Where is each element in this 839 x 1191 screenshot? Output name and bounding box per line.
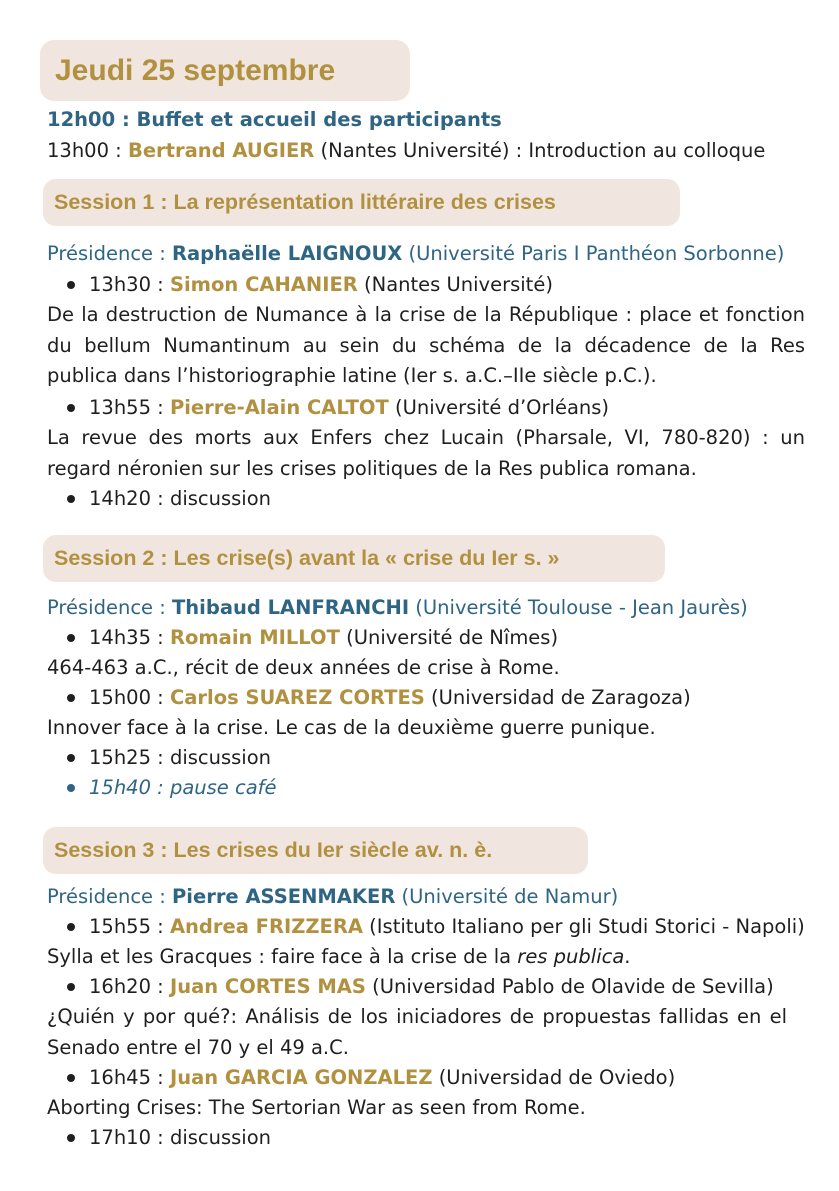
- intro-rest: (Nantes Université) : Introduction au colloque: [314, 139, 766, 162]
- session3-talk2-title: ¿Quién y por qué?: Análisis de los iniciadores de propuestas fallidas en el Senado entre el 70 y el 49 a.C.: [47, 1005, 787, 1059]
- session1-discussion: 14h20 : discussion: [89, 487, 272, 510]
- session1-talk1-title: De la destruction de Numance à la crise de la République : place et fonction du bellum Numantinum au sein du schéma de la décadence de la Res publica dans l’historiographie latine (Ier s. a.C.–IIe siècle p.C.).: [47, 303, 805, 387]
- session3-talk3: [89, 1063, 675, 1093]
- bullet-icon: [67, 495, 75, 503]
- talk-affil: (Université de Nîmes): [339, 626, 559, 649]
- session1-chair-affil: (Université Paris I Panthéon Sorbonne): [402, 242, 785, 265]
- session3-talk1: [89, 912, 805, 942]
- intro-speaker: Bertrand AUGIER: [127, 139, 315, 162]
- session3-title: Session 3 : Les crises du Ier siècle av. n. è.: [43, 827, 588, 874]
- talk-time: 16h20 :: [89, 975, 170, 998]
- session3-chair-name: Pierre ASSENMAKER: [172, 885, 396, 908]
- session1-chair: [47, 239, 784, 269]
- intro-line: [47, 136, 765, 166]
- session1-talk2: [89, 393, 609, 423]
- session1-title: Session 1 : La représentation littéraire des crises: [43, 179, 680, 226]
- session2-chair-label: Présidence :: [47, 596, 172, 619]
- session2-talk1-title: 464-463 a.C., récit de deux années de crise à Rome.: [47, 656, 560, 679]
- session2-talk2-title: Innover face à la crise. Le cas de la deuxième guerre punique.: [47, 716, 656, 739]
- talk-time: 15h55 :: [89, 915, 170, 938]
- bullet-icon: [67, 694, 75, 702]
- talk-speaker: Simon CAHANIER: [169, 273, 358, 296]
- bullet-icon: [67, 281, 75, 289]
- talk-affil: (Universidad de Zaragoza): [424, 686, 691, 709]
- talk-title-italic: res publica: [517, 945, 625, 968]
- talk-affil: (Istituto Italiano per gli Studi Storici - Napoli): [362, 915, 805, 938]
- session1-talk2-title: La revue des morts aux Enfers chez Lucain (Pharsale, VI, 780-820) : un regard néronien sur les crises politiques de la Res publica romana.: [47, 426, 805, 480]
- talk-time: 13h55 :: [89, 396, 170, 419]
- bullet-icon: [67, 634, 75, 642]
- talk-speaker: Carlos SUAREZ CORTES: [169, 686, 425, 709]
- talk-title-part: Sylla et les Gracques : faire face à la crise de la: [47, 945, 518, 968]
- bullet-icon: [67, 404, 75, 412]
- session3-discussion: 17h10 : discussion: [89, 1126, 272, 1149]
- buffet-line: 12h00 : Buffet et accueil des participants: [47, 108, 502, 131]
- talk-speaker: Andrea FRIZZERA: [169, 915, 363, 938]
- talk-time: 13h30 :: [89, 273, 170, 296]
- bullet-icon: [67, 754, 75, 762]
- session3-talk2: [89, 972, 774, 1002]
- intro-time: 13h00 :: [47, 139, 128, 162]
- talk-affil: (Université d’Orléans): [388, 396, 610, 419]
- talk-time: 16h45 :: [89, 1066, 170, 1089]
- bullet-icon: [67, 1134, 75, 1142]
- talk-time: 15h00 :: [89, 686, 170, 709]
- session2-title: Session 2 : Les crise(s) avant la « crise du Ier s. »: [43, 535, 665, 582]
- talk-affil: (Universidad de Oviedo): [432, 1066, 676, 1089]
- talk-affil: (Universidad Pablo de Olavide de Sevilla): [365, 975, 774, 998]
- talk-speaker: Juan GARCIA GONZALEZ: [169, 1066, 433, 1089]
- session2-discussion: 15h25 : discussion: [89, 746, 272, 769]
- bullet-icon: [67, 923, 75, 931]
- talk-time: 14h35 :: [89, 626, 170, 649]
- session2-chair-affil: (Université Toulouse - Jean Jaurès): [409, 596, 748, 619]
- talk-affil: (Nantes Université): [357, 273, 553, 296]
- talk-title-part: .: [624, 945, 631, 968]
- session2-break: 15h40 : pause café: [89, 776, 277, 799]
- day-title: Jeudi 25 septembre: [40, 40, 410, 101]
- session1-talk1: [89, 270, 553, 300]
- session3-chair-label: Présidence :: [47, 885, 172, 908]
- talk-speaker: Pierre-Alain CALTOT: [169, 396, 389, 419]
- session3-chair-affil: (Université de Namur): [395, 885, 619, 908]
- session2-talk1: [89, 623, 558, 653]
- bullet-icon: [67, 784, 75, 792]
- talk-speaker: Romain MILLOT: [169, 626, 340, 649]
- session3-chair: [47, 882, 618, 912]
- session2-talk2: [89, 683, 691, 713]
- session2-chair-name: Thibaud LANFRANCHI: [172, 596, 410, 619]
- bullet-icon: [67, 1074, 75, 1082]
- session3-talk1-title: [47, 942, 631, 972]
- session2-chair: [47, 593, 748, 623]
- session1-chair-name: Raphaëlle LAIGNOUX: [172, 242, 403, 265]
- talk-speaker: Juan CORTES MAS: [169, 975, 366, 998]
- session1-chair-label: Présidence :: [47, 242, 172, 265]
- bullet-icon: [67, 983, 75, 991]
- session3-talk3-title: Aborting Crises: The Sertorian War as seen from Rome.: [47, 1096, 586, 1119]
